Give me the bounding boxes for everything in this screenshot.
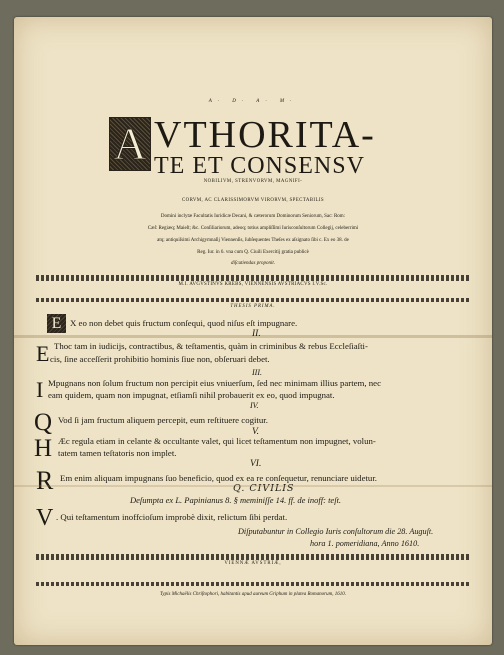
ornament-border (36, 298, 470, 302)
thesis-4-initial: Q (34, 409, 53, 436)
intro-line-5: diſcutiendas proponit. (231, 261, 275, 266)
ornamental-initial-letter: A (113, 118, 147, 169)
ornament-border (36, 275, 470, 281)
thesis-3-text-line-1: Mpugnans non ſolum fructum non percipit eius vniuerſum, ſed nec minimam illius partem, nec (48, 378, 381, 388)
thesis-3-number: III. (252, 368, 262, 377)
disputation-line-2: hora 1. pomeridiana, Anno 1610. (310, 539, 420, 548)
thesis-5-text-line-1: Æc regula etiam in celante & occultante valet, qui licet teſtamentum non impugnet, volun- (58, 436, 376, 446)
thesis-5-number: V. (252, 427, 259, 437)
disputation-line-1: Diſputabuntur in Collegio Iuris conſultorum die 28. Auguſt. (238, 527, 434, 536)
quaestio-civilis-heading: Q. CIVILIS (233, 483, 295, 494)
thesis-1-initial: E (47, 314, 66, 333)
thesis-3-initial: I (36, 377, 44, 402)
initials-line: A· D· A· M· (208, 99, 298, 104)
thesis-3-text-line-2: eam quidem, quam non impugnat, etſiamſi nihil probauerit ex eo, quod impugnat. (48, 390, 335, 400)
author-line: M.I. AVGVSTINVS KREBS, VIENNENSIS AVSTRIACVS I.V.Sc. (178, 282, 328, 287)
thesis-5-initial: H (34, 435, 53, 462)
thesis-2-number: II. (252, 329, 261, 339)
thesis-6-text: Em enim aliquam impugnans ſuo beneficio, quod ex ea re conſequetur, renunciare uidetur. (60, 473, 377, 483)
intro-line-3: atq; antiquiſsimi Archigymnaſij Viennenſis, ſubſequentes Theſes ex aſsignato ſibi c. Ex eo 38. de (157, 238, 349, 243)
title-line-4: CORVM, AC CLARISSIMORVM VIRORVM, SPECTABILIS (181, 198, 325, 203)
theses-title: THESIS PRIMA. (230, 304, 276, 309)
thesis-5-text-line-2: tatem tamen teſtatoris non implet. (58, 448, 177, 458)
thesis-6-initial: R (36, 466, 54, 495)
title-line-1: VTHORITA- (154, 114, 376, 156)
thesis-1-text: X eo non debet quis fructum conſequi, quod niſus eſt impugnare. (70, 318, 298, 328)
thesis-6-number: VI. (250, 459, 262, 469)
title-line-3: NOBILIVM, STRENVORVM, MAGNIFI- (203, 179, 303, 184)
thesis-2-initial: E (36, 341, 50, 366)
ornamental-initial-a (109, 117, 151, 171)
title-line-2: TE ET CONSENSV (154, 153, 365, 179)
quaestio-source: Deſumpta ex L. Papinianus 8. § meminiſſe 14. ff. de inoff: teſt. (130, 495, 342, 505)
thesis-2-text-line-1: Thoc tam in iudicijs, contractibus, & teſtamentis, quàm in criminibus & rebus Eccleſiaſti- (54, 341, 368, 351)
thesis-2-text-line-2: cis, ſine acceſſerit prohibitio hominis ſiue non, obſeruari debet. (50, 354, 270, 364)
imprint-printer: Typis Michaëlis Chriſtophori, habitantis apud aureum Griphum in platea Romanorum, 1610. (160, 592, 346, 597)
intro-line-1: Domini inclytæ Facultatis Iuridicæ Decani, & cæterorum Dominorum Seniorum, Sac: Rom: (160, 214, 346, 219)
thesis-4-text: Vod ſi jam fructum aliquem percepit, eum reſtituere cogitur. (58, 415, 268, 425)
intro-line-2: Cæſ: Regiæq; Maieſt; &c. Conſiliariorum, adeoq; totius ampliſſimi Iurisconſultorum Collegij, celeberrimi (147, 226, 359, 231)
quaestio-text: . Qui teſtamentum inoffcioſum improbè dixit, relictum ſibi perdat. (56, 512, 288, 522)
ornament-border (36, 554, 470, 560)
ornament-border (36, 582, 470, 586)
document-sheet (14, 17, 492, 645)
thesis-4-number: IV. (250, 401, 259, 410)
imprint-city: VIENNÆ AVSTRIÆ, (224, 561, 282, 566)
quaestio-initial: V (36, 505, 54, 531)
intro-line-4: Reg. Iur. in 6. vna cum Q. Ciuili Exercitij gratia publicè (197, 250, 309, 255)
